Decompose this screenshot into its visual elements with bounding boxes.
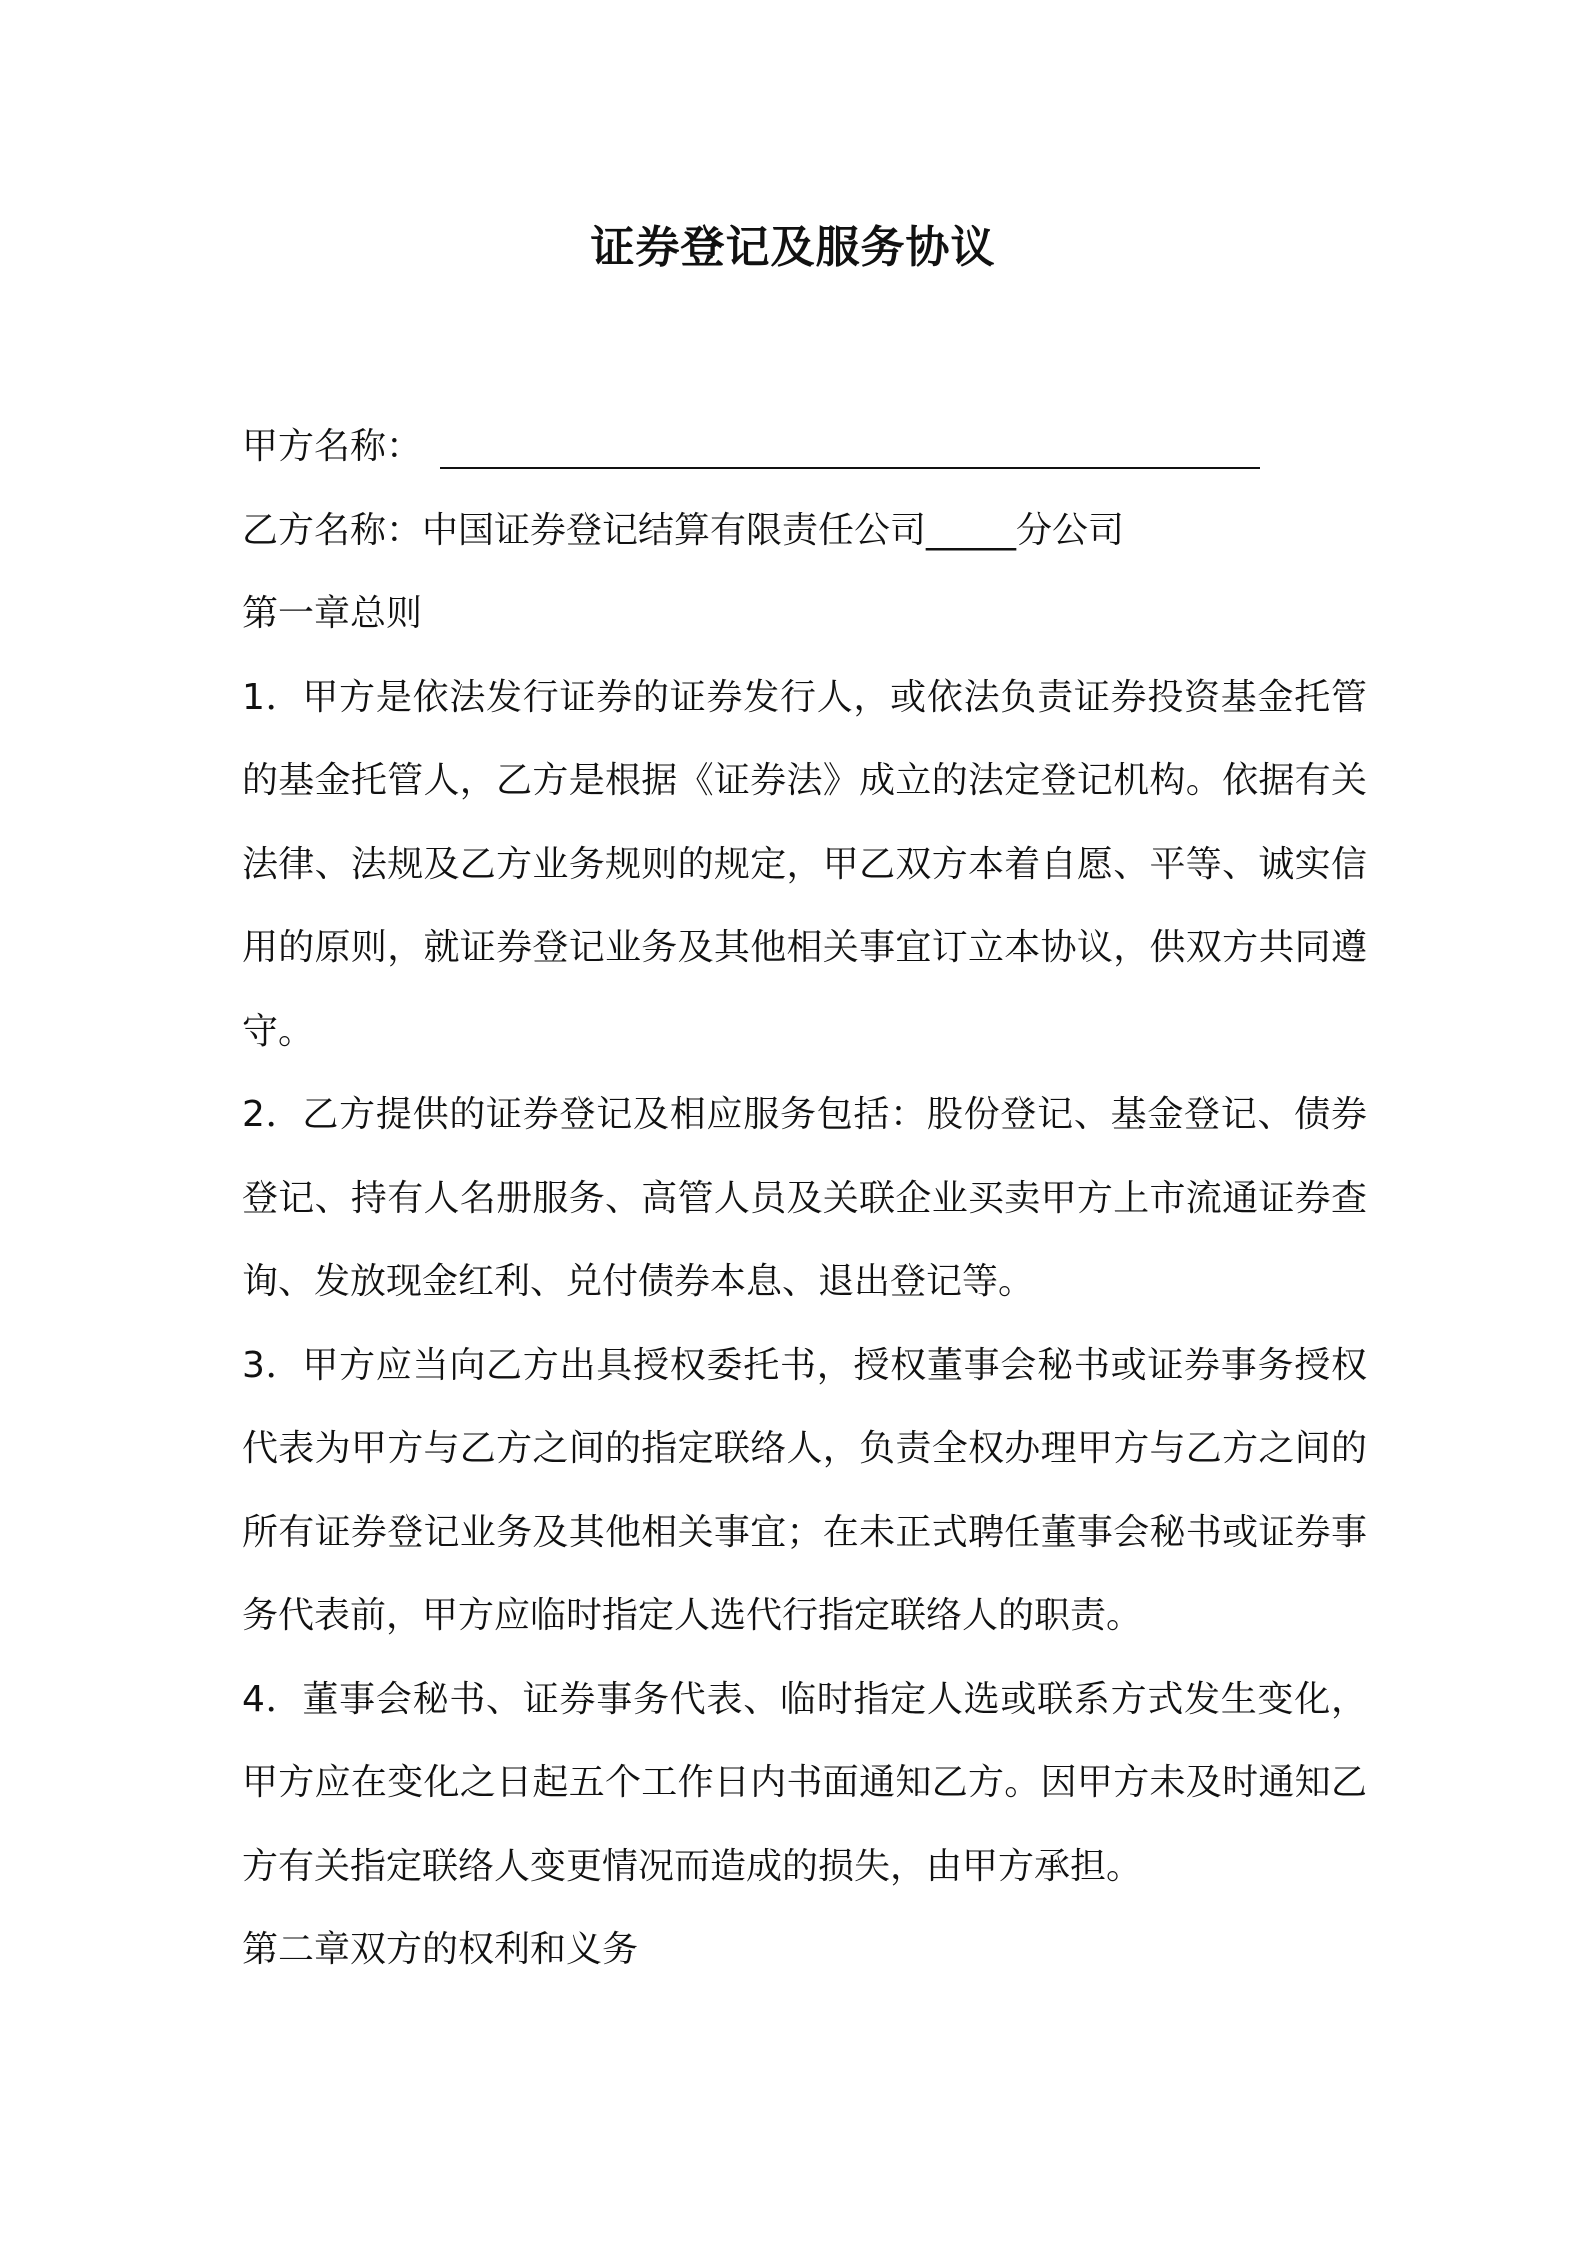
party-a-blank[interactable] xyxy=(440,439,1260,469)
clause-2: 2．乙方提供的证券登记及相应服务包括：股份登记、基金登记、债券登记、持有人名册服务、高管人员及关联企业买卖甲方上市流通证券查询、发放现金红利、兑付债券本息、退出登记等。 xyxy=(242,1094,1367,1302)
party-b-blank[interactable]: _____ xyxy=(926,509,1017,551)
clause-4: 4．董事会秘书、证券事务代表、临时指定人选或联系方式发生变化，甲方应在变化之日起五个工作日内书面通知乙方。因甲方未及时通知乙方有关指定联络人变更情况而造成的损失，由甲方承担。 xyxy=(242,1678,1367,1887)
document-title: 证券登记及服务协议 xyxy=(590,222,996,273)
party-b-text-after: 分公司 xyxy=(1016,509,1125,551)
party-b-label: 乙方名称： xyxy=(242,509,423,551)
party-a-label: 甲方名称： xyxy=(242,426,423,467)
party-b-text-before: 中国证券登记结算有限责任公司 xyxy=(422,509,927,551)
chapter-1-title: 第一章总则 xyxy=(242,593,423,634)
party-a-line xyxy=(242,405,1367,489)
clause-3: 3．甲方应当向乙方出具授权委托书，授权董事会秘书或证券事务授权代表为甲方与乙方之间的指定联络人，负责全权办理甲方与乙方之间的所有证券登记业务及其他相关事宜；在未正式聘任董事会秘书或证券事务代表前，甲方应临时指定人选代行指定联络人的职责。 xyxy=(242,1344,1367,1636)
clause-1: 1．甲方是依法发行证券的证券发行人，或依法负责证券投资基金托管的基金托管人，乙方是根据《证券法》成立的法定登记机构。依据有关法律、法规及乙方业务规则的规定，甲乙双方本着自愿、平等、诚实信用的原则，就证券登记业务及其他相关事宜订立本协议，供双方共同遵守。 xyxy=(242,676,1367,1052)
document-body xyxy=(242,405,1367,1992)
party-b-line xyxy=(242,489,1367,573)
chapter-2-title: 第二章双方的权利和义务 xyxy=(242,1929,639,1970)
